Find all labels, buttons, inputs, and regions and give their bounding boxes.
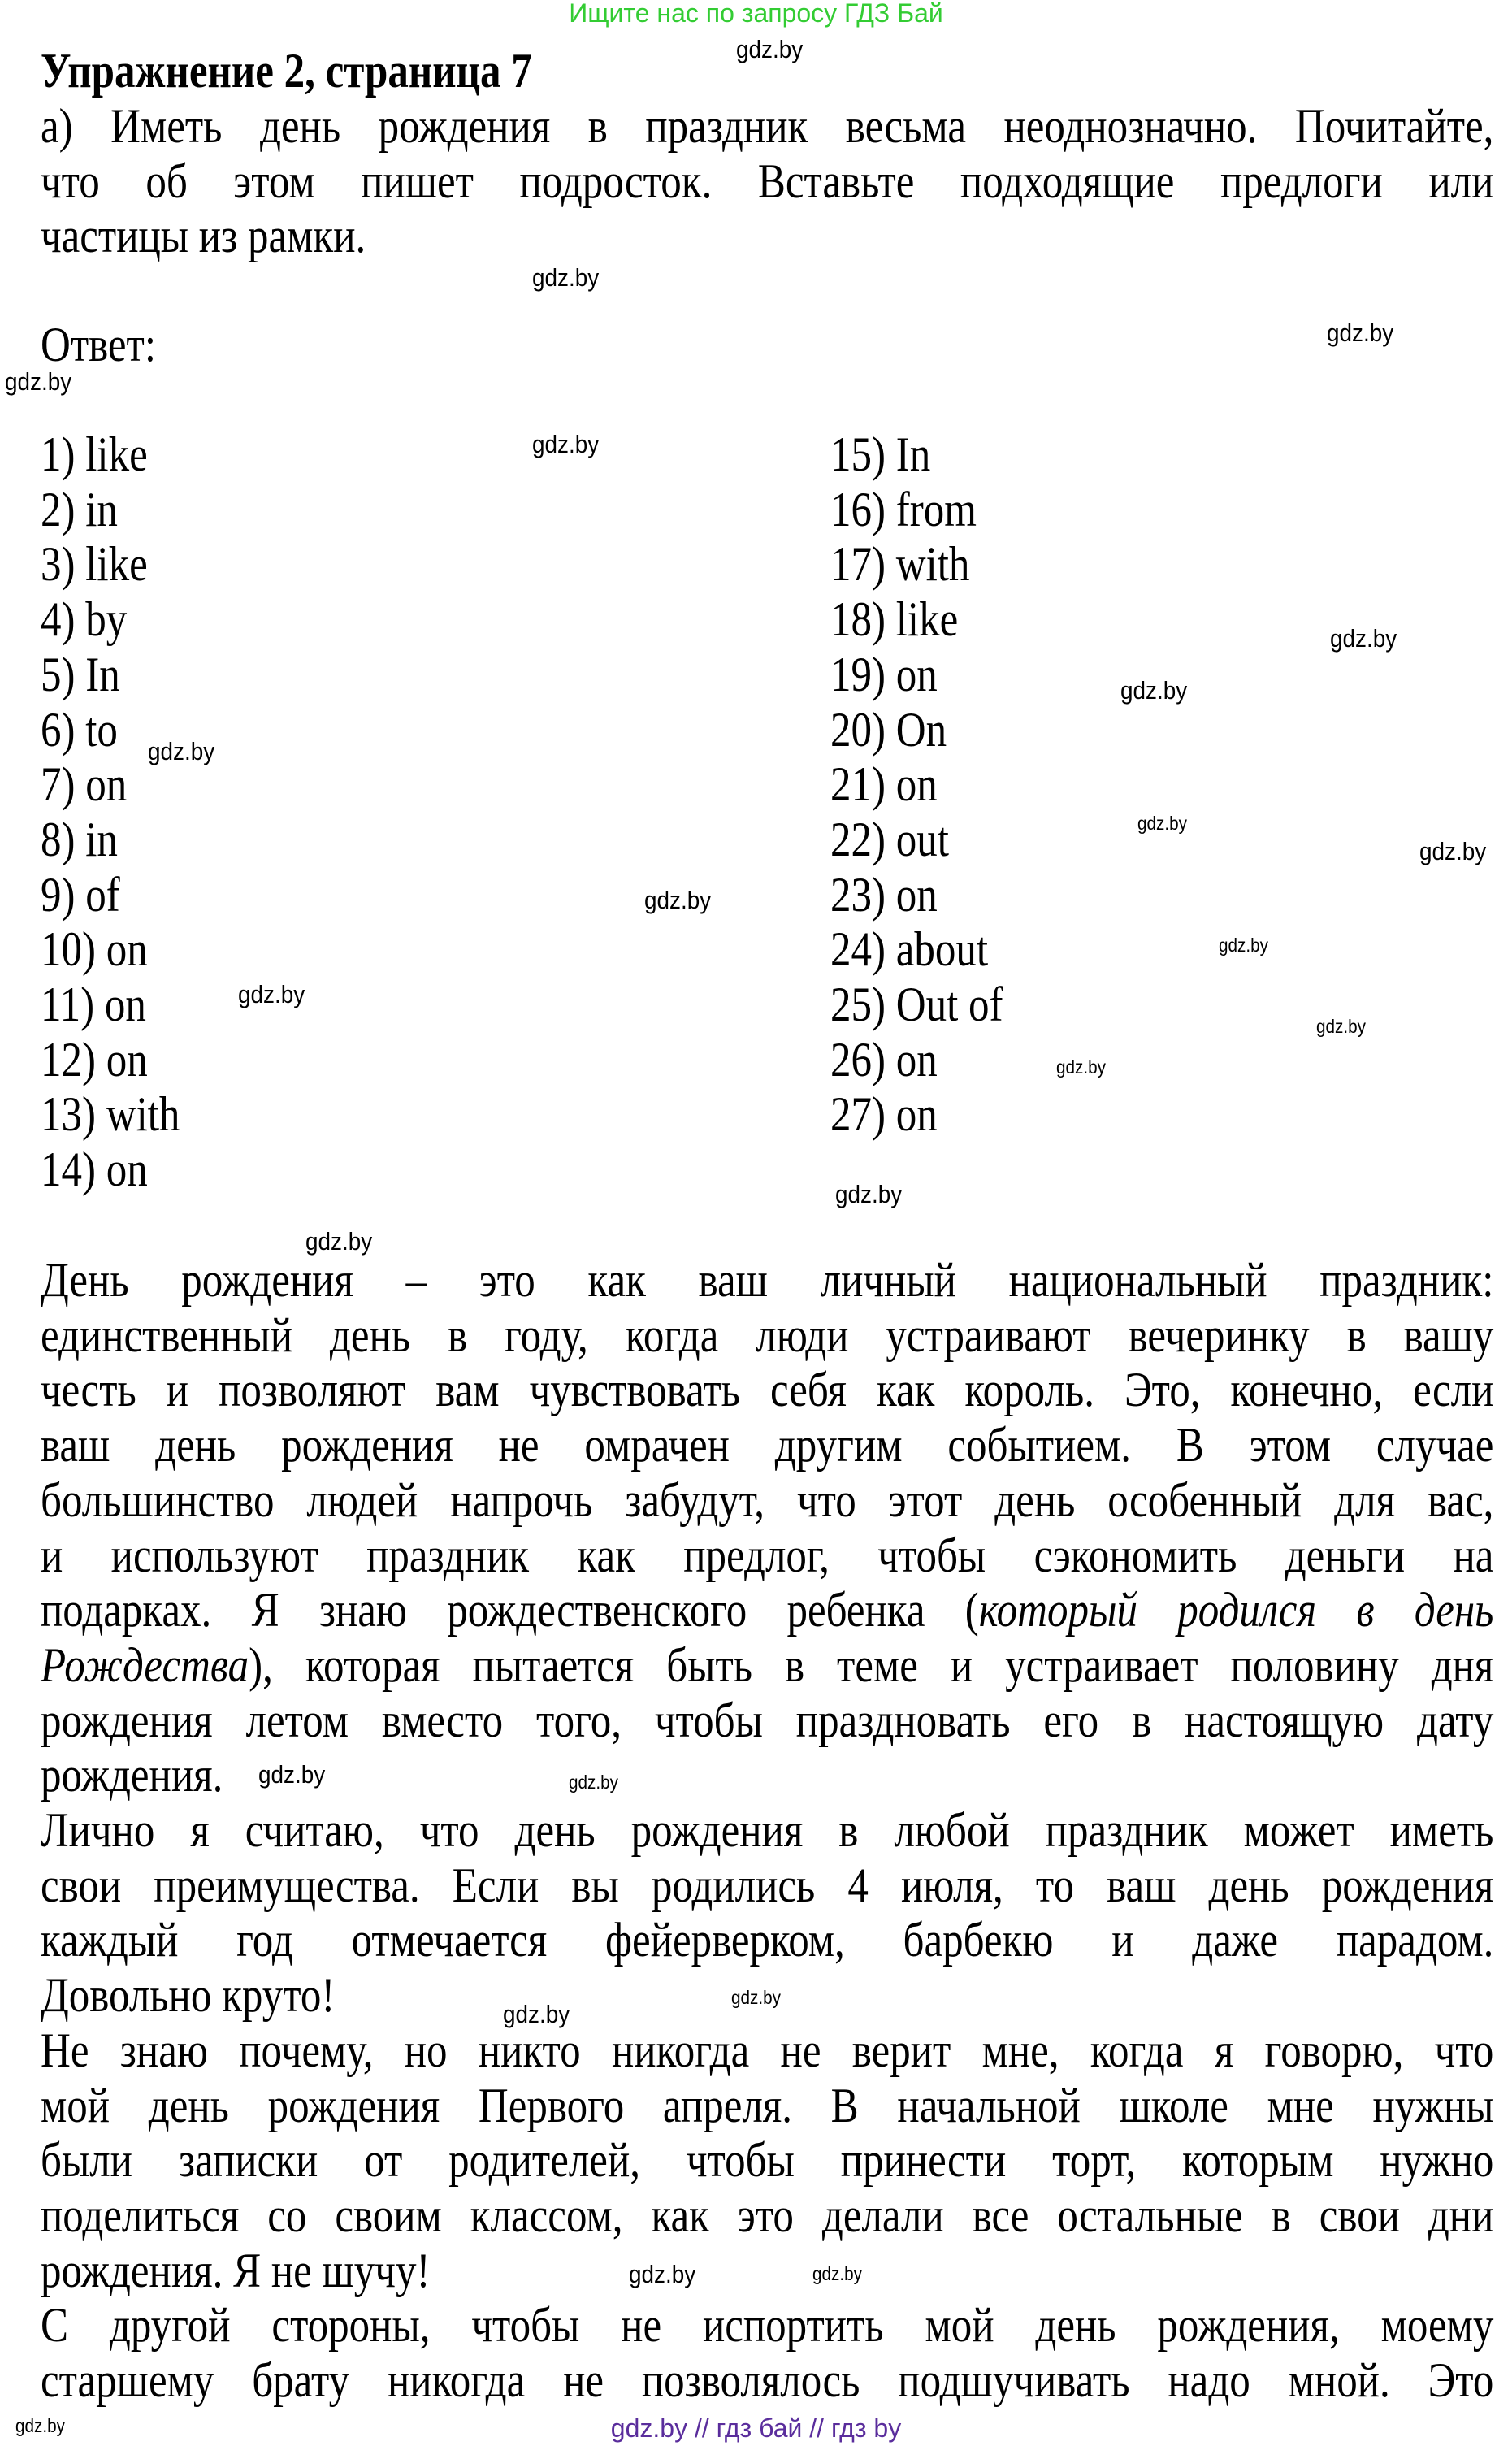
text-segment: честь и позволяют вам чувствовать себя как король. Это, конечно, если: [41, 1363, 1494, 1417]
text-line: [41, 1308, 1493, 1363]
answer-item: 27) on: [830, 1087, 938, 1142]
answer-item: 4) by: [41, 592, 128, 647]
answer-item: 14) on: [41, 1143, 148, 1197]
text-segment: рождения. Я не шучу!: [41, 2243, 431, 2297]
exercise-title: Упражнение 2, страница 7: [41, 44, 532, 98]
watermark: gdz.by: [1330, 624, 1397, 653]
text-segment: каждый год отмечается фейерверком, барбекю и даже парадом.: [41, 1913, 1494, 1967]
answer-item: 22) out: [830, 812, 949, 866]
watermark: gdz.by: [532, 430, 600, 458]
italic-text: Рождества: [41, 1637, 249, 1692]
instruction-line: [41, 154, 1493, 209]
answer-item: 20) On: [830, 702, 947, 757]
watermark: gdz.by: [1219, 935, 1268, 956]
italic-text: который родился в день: [978, 1583, 1494, 1637]
answer-item: 26) on: [830, 1032, 938, 1086]
text-line: [41, 1912, 1493, 1967]
text-segment: Не знаю почему, но никто никогда не верит мне, когда я говорю, что: [41, 2023, 1494, 2077]
answer-item: 2) in: [41, 482, 118, 536]
text-line: [41, 2243, 430, 2298]
answer-item: 5) In: [41, 647, 120, 701]
instruction-line: [41, 98, 1493, 154]
bottom-banner[interactable]: gdz.by // гдз бай // гдз by: [610, 2413, 902, 2443]
answer-item: 19) on: [830, 647, 938, 701]
watermark: gdz.by: [15, 2415, 65, 2436]
text-line: [41, 1967, 335, 2023]
text-line: [41, 1528, 1493, 1583]
watermark: gdz.by: [569, 1772, 618, 1793]
watermark: gdz.by: [1419, 837, 1487, 865]
top-banner[interactable]: Ищите нас по запросу ГДЗ Бай: [569, 0, 943, 28]
text-segment: мой день рождения Первого апреля. В начальной школе мне нужны: [41, 2078, 1494, 2132]
text-segment: а) Иметь день рождения в праздник весьма неоднозначно. Почитайте,: [41, 99, 1494, 153]
watermark: gdz.by: [731, 1987, 781, 2008]
watermark: gdz.by: [1120, 676, 1188, 705]
answer-item: 11) on: [41, 978, 146, 1031]
text-line: [41, 2023, 1493, 2078]
watermark: gdz.by: [835, 1180, 903, 1208]
text-line: [41, 2353, 1493, 2408]
answer-item: 12) on: [41, 1032, 148, 1086]
answer-item: 23) on: [830, 867, 938, 922]
answer-item: 9) of: [41, 867, 120, 922]
text-line: [41, 1417, 1493, 1472]
text-segment: и используют праздник как предлог, чтобы сэкономить деньги на: [41, 1528, 1494, 1582]
text-line: [41, 1252, 1493, 1308]
text-line: [41, 1693, 1493, 1748]
answer-item: 24) about: [830, 922, 989, 977]
answer-label: Ответ:: [41, 318, 157, 371]
text-line: [41, 2132, 1493, 2188]
text-line: [41, 1802, 1493, 1858]
text-line: [41, 1747, 223, 1802]
answer-item: 16) from: [830, 482, 977, 536]
text-segment: рождения.: [41, 1748, 223, 1802]
text-line: [41, 1582, 1493, 1637]
instruction-line: [41, 208, 366, 263]
text-segment: рождения летом вместо того, чтобы праздновать его в настоящую дату: [41, 1693, 1494, 1747]
answer-item: 25) Out of: [830, 978, 1003, 1031]
text-line: [41, 1637, 1493, 1693]
watermark: gdz.by: [305, 1227, 373, 1256]
text-segment: подарках. Я знаю рождественского ребенка (: [41, 1583, 979, 1637]
watermark: gdz.by: [1056, 1056, 1106, 1078]
text-line: [41, 1858, 1493, 1913]
text-line: [41, 2188, 1493, 2243]
watermark: gdz.by: [736, 35, 804, 63]
answer-item: 6) to: [41, 702, 118, 757]
text-segment: частицы из рамки.: [41, 209, 366, 263]
watermark: gdz.by: [238, 980, 305, 1008]
watermark: gdz.by: [1137, 813, 1187, 834]
text-segment: ваш день рождения не омрачен другим событием. В этом случае: [41, 1418, 1494, 1472]
text-segment: поделиться со своим классом, как это делали все остальные в свои дни: [41, 2188, 1494, 2242]
watermark: gdz.by: [5, 367, 72, 396]
text-segment: большинство людей напрочь забудут, что этот день особенный для вас,: [41, 1472, 1494, 1527]
watermark: gdz.by: [258, 1760, 326, 1789]
watermark: gdz.by: [1327, 319, 1394, 347]
text-segment: были записки от родителей, чтобы принести торт, которым нужно: [41, 2133, 1494, 2188]
text-segment: что об этом пишет подросток. Вставьте подходящие предлоги или: [41, 154, 1494, 208]
text-line: [41, 1472, 1493, 1528]
text-segment: старшему брату никогда не позволялось подшучивать надо мной. Это: [41, 2353, 1494, 2407]
answer-item: 17) with: [830, 537, 970, 592]
answer-item: 7) on: [41, 757, 128, 812]
text-segment: ), которая пытается быть в теме и устраивает половину дня: [249, 1637, 1494, 1692]
text-segment: Лично я считаю, что день рождения в любой праздник может иметь: [41, 1803, 1494, 1857]
text-segment: С другой стороны, чтобы не испортить мой день рождения, моему: [41, 2298, 1494, 2353]
text-line: [41, 1362, 1493, 1417]
watermark: gdz.by: [644, 886, 712, 914]
watermark: gdz.by: [1316, 1016, 1366, 1037]
watermark: gdz.by: [503, 2000, 570, 2028]
answer-item: 1) like: [41, 427, 148, 481]
text-segment: единственный день в году, когда люди устраивают вечеринку в вашу: [41, 1308, 1494, 1362]
watermark: gdz.by: [148, 737, 215, 765]
answer-item: 13) with: [41, 1087, 180, 1142]
answer-item: 3) like: [41, 537, 148, 592]
answer-item: 15) In: [830, 427, 931, 481]
answer-item: 10) on: [41, 922, 148, 977]
text-segment: День рождения – это как ваш личный национальный праздник:: [41, 1253, 1494, 1307]
watermark: gdz.by: [532, 263, 600, 292]
answer-item: 8) in: [41, 812, 118, 866]
answer-item: 18) like: [830, 592, 959, 647]
watermark: gdz.by: [629, 2260, 696, 2288]
text-segment: свои преимущества. Если вы родились 4 июля, то ваш день рождения: [41, 1858, 1494, 1912]
watermark: gdz.by: [812, 2263, 862, 2284]
text-segment: Довольно круто!: [41, 1968, 336, 2023]
answer-item: 21) on: [830, 757, 938, 812]
text-line: [41, 2078, 1493, 2133]
text-line: [41, 2297, 1493, 2353]
